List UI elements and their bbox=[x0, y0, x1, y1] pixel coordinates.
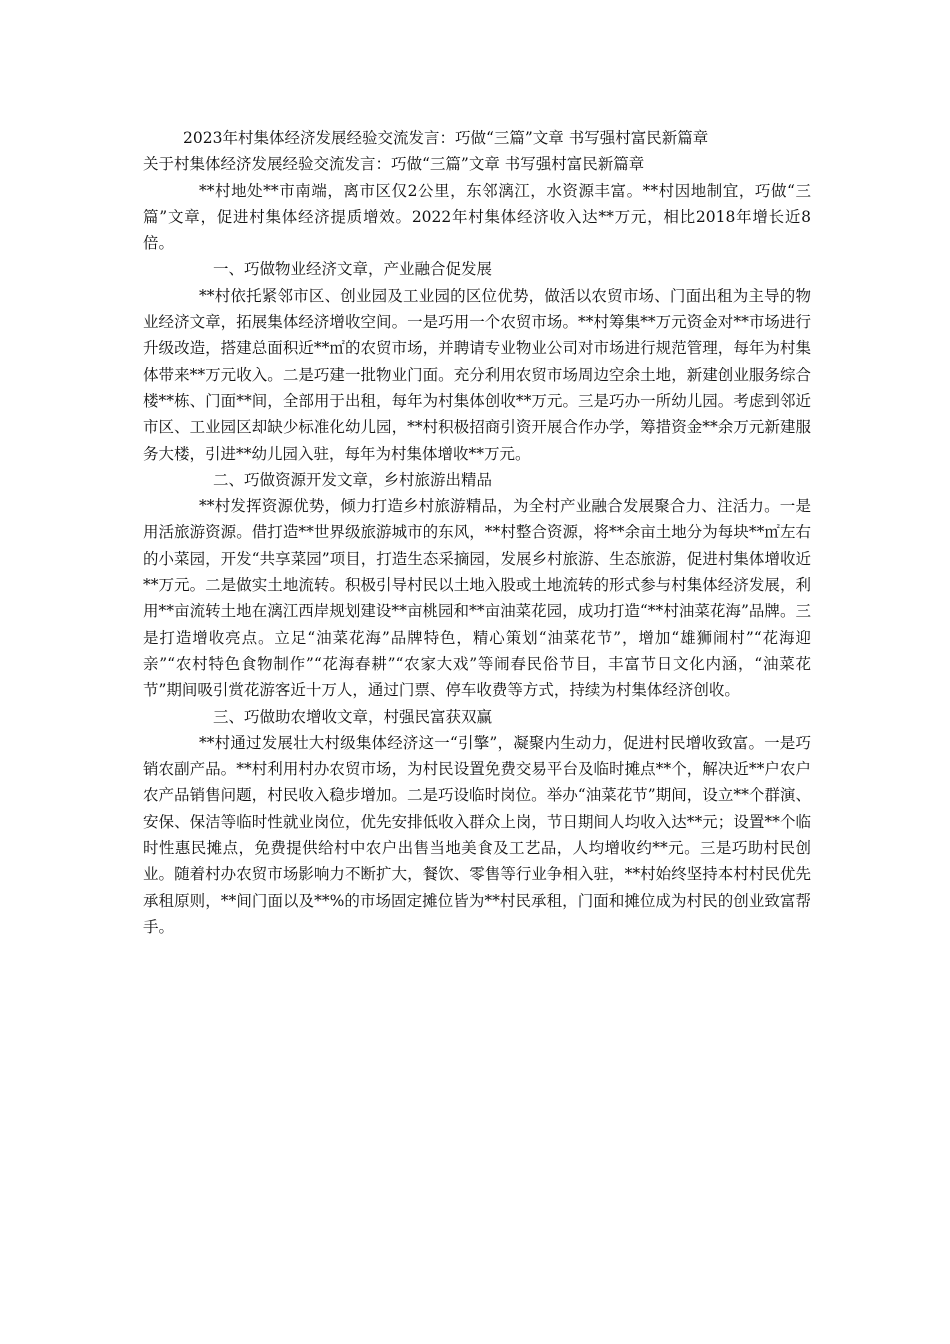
section-paragraph: **村依托紧邻市区、创业园及工业园的区位优势，做活以农贸市场、门面出租为主导的物业经济文章，拓展集体经济增收空间。一是巧用一个农贸市场。**村筹集**万元资金对**市场进行升级改造，搭建总面积近**㎡的农贸市场，并聘请专业物业公司对市场进行规范管理，每年为村集体带来**万元收入。二是巧建一批物业门面。充分利用农贸市场周边空余土地，新建创业服务综合楼**栋、门面**间，全部用于出租，每年为村集体创收**万元。三是巧办一所幼儿园。考虑到邻近市区、工业园区却缺少标准化幼儿园，**村积极招商引资开展合作办学，筹措资金**余万元新建服务大楼，引进**幼儿园入驻，每年为村集体增收**万元。 bbox=[143, 286, 811, 463]
document-title: 2023年村集体经济发展经验交流发言：巧做“三篇”文章 书写强村富民新篇章 bbox=[183, 129, 709, 147]
section-heading: 三、巧做助农增收文章，村强民富获双赢 bbox=[213, 707, 493, 726]
document-subtitle: 关于村集体经济发展经验交流发言：巧做“三篇”文章 书写强村富民新篇章 bbox=[143, 155, 645, 174]
section-paragraph: **村通过发展壮大村级集体经济这一“引擎”，凝聚内生动力，促进村民增收致富。一是巧销农副产品。**村利用村办农贸市场，为村民设置免费交易平台及临时摊点**个，解决近**户农户农产品销售问题，村民收入稳步增加。二是巧设临时岗位。举办“油菜花节”期间，设立**个群演、安保、保洁等临时性就业岗位，优先安排低收入群众上岗，节日期间人均收入达**元；设置**个临时性惠民摊点，免费提供给村中农户出售当地美食及工艺品，人均增收约**元。三是巧助村民创业。随着村办农贸市场影响力不断扩大，餐饮、零售等行业争相入驻，**村始终坚持本村村民优先承租原则，**间门面以及**%的市场固定摊位皆为**村民承租，门面和摊位成为村民的创业致富帮手。 bbox=[143, 733, 811, 936]
section-heading: 二、巧做资源开发文章，乡村旅游出精品 bbox=[213, 470, 493, 489]
document-body bbox=[143, 125, 811, 940]
section-heading: 一、巧做物业经济文章，产业融合促发展 bbox=[213, 260, 493, 279]
intro-paragraph: **村地处**市南端，离市区仅2公里，东邻漓江，水资源丰富。**村因地制宜，巧做“三篇”文章，促进村集体经济提质增效。2022年村集体经济收入达**万元，相比2018年增长近8倍。 bbox=[143, 181, 811, 253]
section-paragraph: **村发挥资源优势，倾力打造乡村旅游精品，为全村产业融合发展聚合力、注活力。一是用活旅游资源。借打造**世界级旅游城市的东风，**村整合资源，将**余亩土地分为每块**㎡左右的小菜园，开发“共享菜园”项目，打造生态采摘园，发展乡村旅游、生态旅游，促进村集体增收近**万元。二是做实土地流转。积极引导村民以土地入股或土地流转的形式参与村集体经济发展，利用**亩流转土地在漓江西岸规划建设**亩桃园和**亩油菜花园，成功打造“**村油菜花海”品牌。三是打造增收亮点。立足“油菜花海”品牌特色，精心策划“油菜花节”，增加“雄狮闹村”“花海迎亲”“农村特色食物制作”“花海春耕”“农家大戏”等闹春民俗节目，丰富节日文化内涵，“油菜花节”期间吸引赏花游客近十万人，通过门票、停车收费等方式，持续为村集体经济创收。 bbox=[143, 497, 811, 700]
